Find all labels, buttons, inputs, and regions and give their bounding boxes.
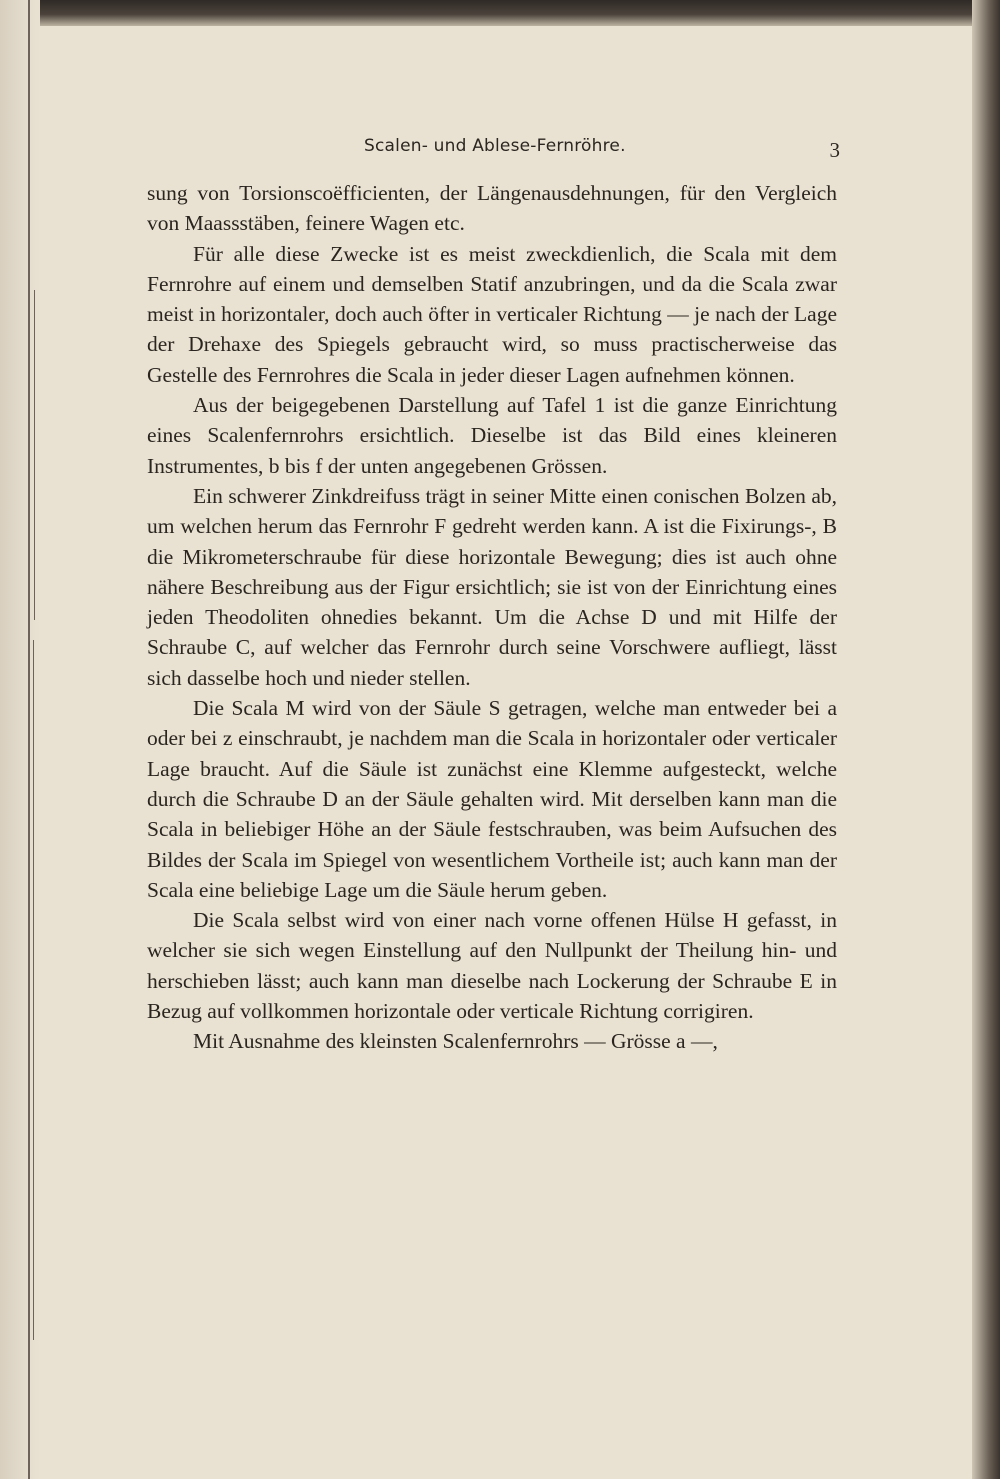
page-top-edge xyxy=(0,0,1000,26)
binding-line xyxy=(28,0,30,1479)
binding-line xyxy=(34,290,35,620)
paragraph: Ein schwerer Zinkdreifuss trägt in seiner Mitte einen conischen Bolzen ab, um welchen herum das Fernrohr F gedreht werden kann. A ist die Fixirungs-, B die Mikrometerschraube für diese horizontale Bewegung; dies ist auch ohne nähere Beschreibung aus der Figur ersichtlich; sie ist von der Einrichtung eines jeden Theodoliten ohnedies bekannt. Um die Achse D und mit Hilfe der Schraube C, auf welcher das Fernrohr durch seine Vorschwere aufliegt, lässt sich dasselbe hoch und nieder stellen. xyxy=(147,483,837,690)
page-body xyxy=(147,178,837,1057)
paragraph: Aus der beigegebenen Darstellung auf Tafel 1 ist die ganze Einrichtung eines Scalenfernrohrs ersichtlich. Dieselbe ist das Bild eines kleineren Instrumentes, b bis f der unten angegebenen Grössen. xyxy=(147,393,837,478)
binding-line xyxy=(33,640,34,1340)
paragraph: Die Scala selbst wird von einer nach vorne offenen Hülse H gefasst, in welcher sie sich wegen Einstellung auf den Nullpunkt der Theilung hin- und herschieben lässt; auch kann man dieselbe nach Lockerung der Schraube E in Bezug auf vollkommen horizontale oder verticale Richtung corrigiren. xyxy=(147,908,837,1024)
paragraph: sung von Torsionscoëfficienten, der Längenausdehnungen, für den Vergleich von Maassstäben, feinere Wagen etc. xyxy=(147,181,837,236)
page-right-edge xyxy=(972,0,1000,1479)
page-header xyxy=(150,130,840,164)
paragraph: Mit Ausnahme des kleinsten Scalenfernrohrs — Grösse a —, xyxy=(193,1029,718,1054)
page-binding xyxy=(0,0,40,1479)
paragraph: Für alle diese Zwecke ist es meist zweckdienlich, die Scala mit dem Fernrohre auf einem und demselben Statif anzubringen, und da die Scala zwar meist in horizontaler, doch auch öfter in verticaler Richtung — je nach der Lage der Drehaxe des Spiegels gebraucht wird, so muss practischerweise das Gestelle des Fernrohres die Scala in jeder dieser Lagen aufnehmen können. xyxy=(147,241,837,387)
page-number: 3 xyxy=(829,138,840,162)
running-head: Scalen- und Ablese-Fernröhre. xyxy=(364,136,626,156)
paragraph: Die Scala M wird von der Säule S getragen, welche man entweder bei a oder bei z einschraubt, je nachdem man die Scala in horizontaler oder verticaler Lage braucht. Auf die Säule ist zunächst eine Klemme aufgesteckt, welche durch die Schraube D an der Säule gehalten wird. Mit derselben kann man die Scala in beliebiger Höhe an der Säule festschrauben, was beim Aufsuchen des Bildes der Scala im Spiegel von wesentlichem Vortheile ist; auch kann man der Scala eine beliebige Lage um die Säule herum geben. xyxy=(147,696,837,902)
